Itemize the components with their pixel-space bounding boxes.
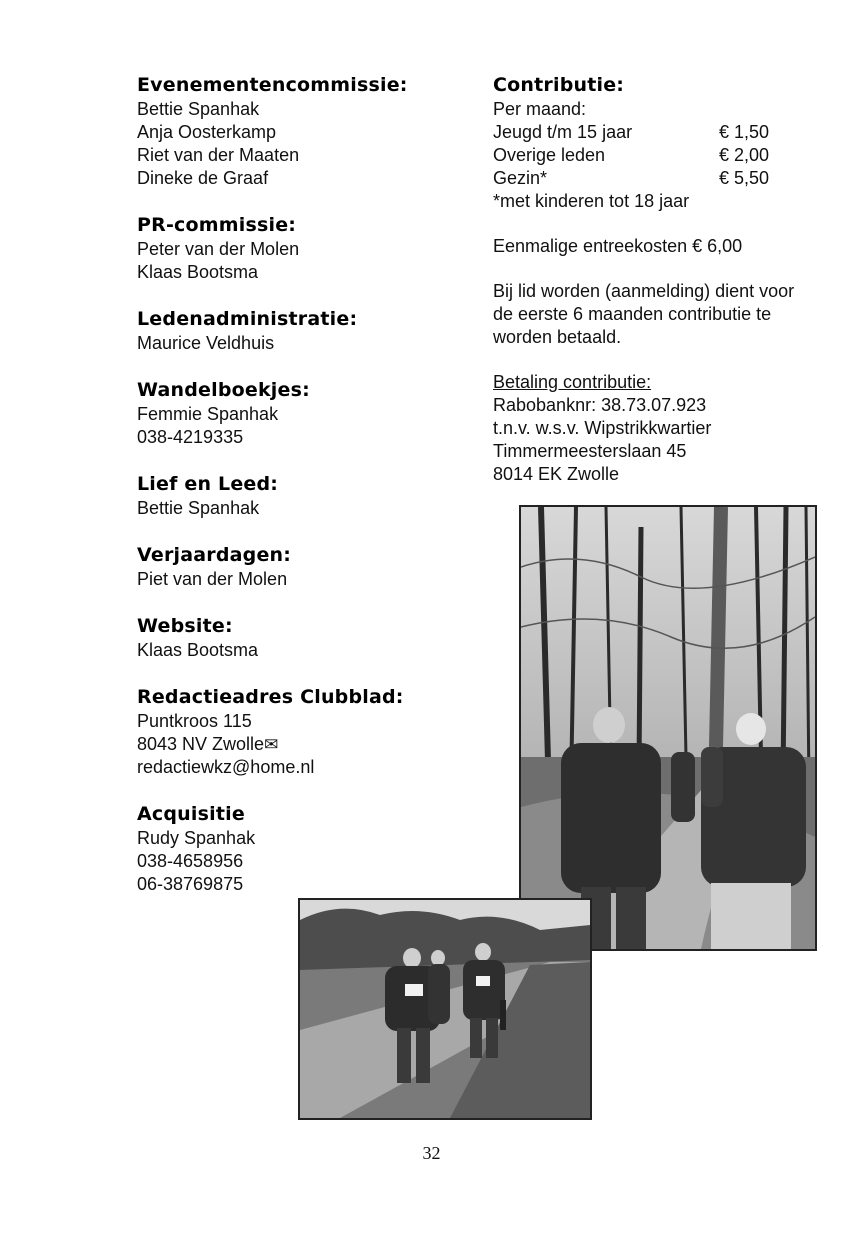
fee-footnote: *met kinderen tot 18 jaar <box>493 191 690 211</box>
evenementen-member: Riet van der Maaten <box>137 145 300 165</box>
redactie-email[interactable]: redactiewkz@home.nl <box>137 757 315 777</box>
betaling-line: 8014 EK Zwolle <box>493 464 620 484</box>
verjaardagen-member: Piet van der Molen <box>137 569 288 589</box>
evenementen-member: Anja Oosterkamp <box>137 122 277 142</box>
pr-section <box>137 212 437 284</box>
evenementen-heading: Evenementencommissie: <box>137 74 408 96</box>
fee-amount: € 2,00 <box>718 145 769 165</box>
acquisitie-member: Rudy Spanhak <box>137 828 256 848</box>
acquisitie-mobile: 06-38769875 <box>137 874 244 894</box>
redactie-heading: Redactieadres Clubblad: <box>137 686 404 708</box>
redactie-city: 8043 NV Zwolle <box>137 734 265 754</box>
redactie-section <box>137 684 437 779</box>
betaling-line: Timmermeesterslaan 45 <box>493 441 687 461</box>
acquisitie-section <box>137 801 437 896</box>
fee-row <box>493 167 769 190</box>
evenementen-member: Bettie Spanhak <box>137 99 260 119</box>
per-maand-label: Per maand: <box>493 99 587 119</box>
ledenadministratie-heading: Ledenadministratie: <box>137 308 358 330</box>
forest-walkers-image <box>521 507 815 949</box>
redactie-street: Puntkroos 115 <box>137 711 252 731</box>
left-column <box>137 72 437 918</box>
path-walkers-image <box>300 900 590 1118</box>
fee-label: Overige leden <box>493 145 606 165</box>
lief-en-leed-heading: Lief en Leed: <box>137 473 279 495</box>
pr-member: Klaas Bootsma <box>137 262 259 282</box>
verjaardagen-section <box>137 542 437 591</box>
ledenadministratie-member: Maurice Veldhuis <box>137 333 275 353</box>
fee-row <box>493 121 769 144</box>
betaling-line: Rabobanknr: 38.73.07.923 <box>493 395 707 415</box>
website-heading: Website: <box>137 615 233 637</box>
forest-walkers-photo <box>519 505 817 951</box>
website-member: Klaas Bootsma <box>137 640 259 660</box>
fee-amount: € 1,50 <box>718 122 769 142</box>
pr-heading: PR-commissie: <box>137 214 297 236</box>
fee-row <box>493 144 769 167</box>
wandelboekjes-heading: Wandelboekjes: <box>137 379 310 401</box>
path-walkers-photo <box>298 898 592 1120</box>
fee-label: Jeugd t/m 15 jaar <box>493 122 633 142</box>
fee-amount: € 5,50 <box>718 168 769 188</box>
wandelboekjes-member: Femmie Spanhak <box>137 404 279 424</box>
lief-en-leed-member: Bettie Spanhak <box>137 498 260 518</box>
lief-en-leed-section <box>137 471 437 520</box>
fee-label: Gezin* <box>493 168 548 188</box>
betaling-line: t.n.v. w.s.v. Wipstrikkwartier <box>493 418 712 438</box>
acquisitie-phone: 038-4658956 <box>137 851 244 871</box>
entree-kosten: Eenmalige entreekosten € 6,00 <box>493 236 743 256</box>
website-section <box>137 613 437 662</box>
ledenadministratie-section <box>137 306 437 355</box>
page-number: 32 <box>422 1143 441 1163</box>
betaling-heading: Betaling contributie: <box>493 372 652 392</box>
lid-worden-text: worden betaald. <box>493 327 622 347</box>
verjaardagen-heading: Verjaardagen: <box>137 544 292 566</box>
envelope-icon: ✉ <box>264 735 279 754</box>
acquisitie-heading: Acquisitie <box>137 803 245 825</box>
wandelboekjes-section <box>137 377 437 449</box>
lid-worden-text: de eerste 6 maanden contributie te <box>493 304 772 324</box>
right-column <box>493 72 833 486</box>
redactie-city-row <box>137 733 437 756</box>
evenementen-section <box>137 72 437 190</box>
pr-member: Peter van der Molen <box>137 239 300 259</box>
wandelboekjes-phone: 038-4219335 <box>137 427 244 447</box>
evenementen-member: Dineke de Graaf <box>137 168 269 188</box>
lid-worden-text: Bij lid worden (aanmelding) dient voor <box>493 281 795 301</box>
contributie-heading: Contributie: <box>493 74 625 96</box>
